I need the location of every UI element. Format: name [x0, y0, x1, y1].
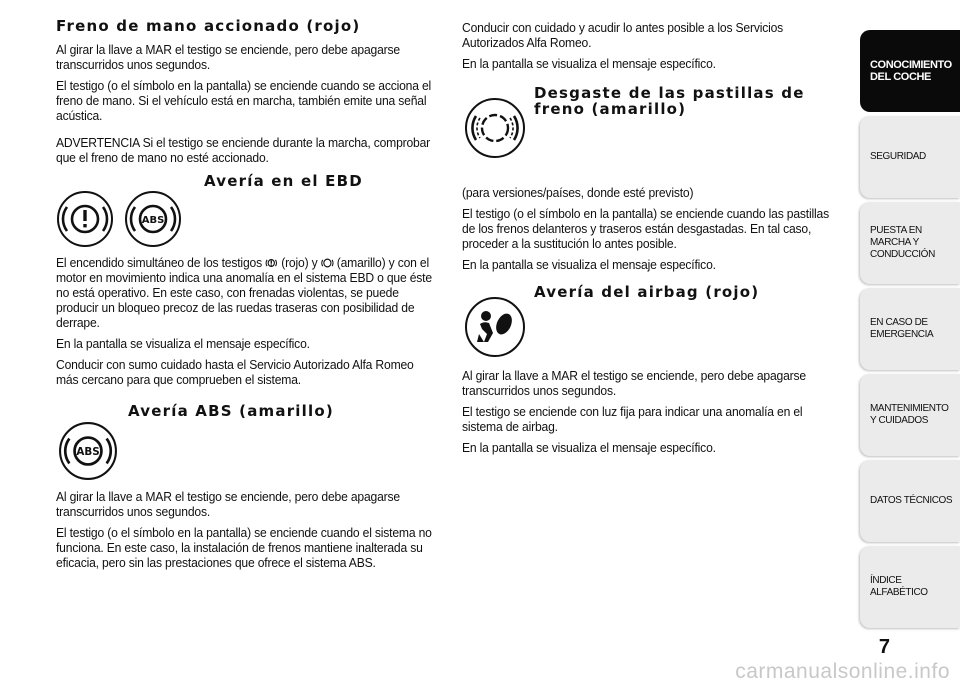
tab-conocimiento-del-coche[interactable]: CONOCIMIENTO DEL COCHE [860, 30, 960, 112]
brake-warning-icon [56, 190, 114, 248]
abs-icon [321, 256, 334, 270]
watermark: carmanualsonline.info [735, 660, 950, 683]
abs-icon [124, 190, 182, 248]
warning-paragraph: ADVERTENCIA Si el testigo se enciende durante la marcha, comprobar que el freno de mano no esté accionado. [56, 135, 431, 165]
tab-datos-tecnicos[interactable]: DATOS TÉCNICOS [860, 460, 960, 542]
paragraph: El testigo (o el símbolo en la pantalla) se enciende cuando las pastillas de los frenos delanteros y traseros están desgastadas. En tal caso, proceder a la sustitución lo antes posible. [462, 206, 829, 251]
abs-icon-text: ABS [76, 446, 100, 459]
left-column [56, 18, 436, 576]
paragraph: El testigo se enciende con luz fija para indicar una anomalía en el sistema de airbag. [462, 404, 803, 434]
airbag-warning-icon [464, 296, 526, 358]
paragraph: Conducir con cuidado y acudir lo antes posible a los Servicios Autorizados Alfa Romeo. [462, 20, 784, 50]
tab-mantenimiento[interactable]: MANTENIMIENTO Y CUIDADOS [860, 374, 960, 456]
brake-pad-wear-icon [464, 97, 526, 159]
abs-icon-text: ABS [141, 215, 165, 226]
paragraph: En la pantalla se visualiza el mensaje específico. [56, 336, 310, 351]
section-title-handbrake: Freno de mano accionado (rojo) [56, 17, 361, 35]
tab-indice-alfabetico[interactable]: ÍNDICE ALFABÉTICO [860, 546, 960, 628]
section-title-airbag: Avería del airbag (rojo) [534, 283, 760, 301]
paragraph: Al girar la llave a MAR el testigo se enciende, pero debe apagarse transcurridos unos segundos. [462, 368, 806, 398]
section-title-ebd: Avería en el EBD [204, 172, 363, 190]
right-column [462, 20, 846, 461]
paragraph: Al girar la llave a MAR el testigo se enciende, pero debe apagarse transcurridos unos segundos. [56, 42, 400, 72]
paragraph: En la pantalla se visualiza el mensaje específico. [462, 56, 716, 71]
paragraph: Conducir con sumo cuidado hasta el Servicio Autorizado Alfa Romeo más cercano para que comprueben el sistema. [56, 357, 414, 387]
paragraph: El testigo (o el símbolo en la pantalla) se enciende cuando se acciona el freno de mano. Si el vehículo está en marcha, también emite una señal acústica. [56, 78, 432, 123]
paragraph: El testigo (o el símbolo en la pantalla) se enciende cuando el sistema no funciona. En este caso, la instalación de frenos mantiene inalterada su eficacia, pero sin las prestaciones que ofrece el sistema ABS. [56, 525, 432, 570]
paragraph: (para versiones/países, donde esté previsto) [462, 185, 694, 200]
paragraph-ebd: El encendido simultáneo de los testigos (rojo) y (amarillo) y con el motor en movimiento indica una anomalía en el sistema EBD o que éste no está operativo. En este caso, con frenadas violentas, se puede producir un bloqueo precoz de las ruedas traseras con posibilidad de derrape. [56, 255, 432, 330]
chapter-tabs [860, 30, 960, 632]
paragraph: En la pantalla se visualiza el mensaje específico. [462, 257, 716, 272]
paragraph: Al girar la llave a MAR el testigo se enciende, pero debe apagarse transcurridos unos segundos. [56, 489, 400, 519]
abs-icon [58, 421, 118, 481]
tab-emergencia[interactable]: EN CASO DE EMERGENCIA [860, 288, 960, 370]
tab-seguridad[interactable]: SEGURIDAD [860, 116, 960, 198]
section-title-brake-pads: Desgaste de las pastillas de freno (amarillo) [534, 84, 805, 118]
page-number: 7 [878, 636, 890, 658]
brake-warning-icon [265, 256, 278, 270]
paragraph: En la pantalla se visualiza el mensaje específico. [462, 440, 716, 455]
tab-puesta-en-marcha[interactable]: PUESTA EN MARCHA Y CONDUCCIÓN [860, 202, 960, 284]
section-title-abs: Avería ABS (amarillo) [128, 402, 334, 420]
